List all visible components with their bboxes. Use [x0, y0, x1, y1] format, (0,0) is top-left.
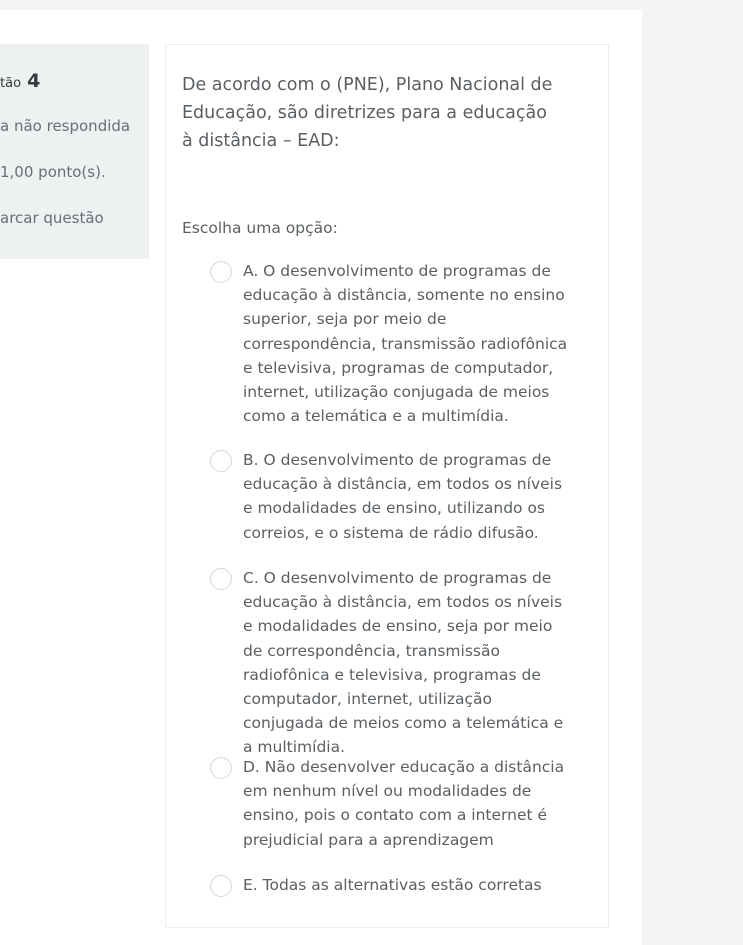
- question-text: De acordo com o (PNE), Plano Nacional de Educação, são diretrizes para a educação à distância – EAD:: [182, 75, 553, 151]
- question-grade: 1,00 ponto(s).: [0, 163, 106, 181]
- radio-button-b[interactable]: [210, 450, 232, 472]
- flag-question-link[interactable]: arcar questão: [0, 209, 104, 227]
- question-number: 4: [27, 70, 41, 92]
- answer-label-b: B. O desenvolvimento de programas de educação à distância, em todos os níveis e modalidades de ensino, utilizando os correios, e o sistema de rádio difusão.: [243, 451, 563, 542]
- question-info-panel: [0, 44, 149, 259]
- question-number-heading: [0, 70, 40, 92]
- answer-label-e: E. Todas as alternativas estão corretas: [243, 876, 542, 894]
- question-content: [165, 44, 609, 928]
- question-heading-text: tão: [0, 76, 22, 91]
- answer-label-a: A. O desenvolvimento de programas de educação à distância, somente no ensino superior, seja por meio de correspondência, transmissão radiofônica e televisiva, programas de computador, internet, utilização conjugada de meios como a telemática e a multimídia.: [243, 262, 568, 426]
- answer-label-c: C. O desenvolvimento de programas de educação à distância, em todos os níveis e modalidades de ensino, seja por meio de correspondência, transmissão radiofônica e televisiva, programas de computador, internet, utilização conjugada de meios como a telemática e a multimídia.: [243, 569, 564, 757]
- radio-button-c[interactable]: [210, 568, 232, 590]
- radio-button-d[interactable]: [210, 757, 232, 779]
- radio-button-a[interactable]: [210, 261, 232, 283]
- question-state: a não respondida: [0, 117, 131, 135]
- answer-prompt: Escolha uma opção:: [182, 219, 338, 237]
- radio-button-e[interactable]: [210, 875, 232, 897]
- answer-label-d: D. Não desenvolver educação a distância em nenhum nível ou modalidades de ensino, pois o contato com a internet é prejudicial para a aprendizagem: [243, 758, 565, 849]
